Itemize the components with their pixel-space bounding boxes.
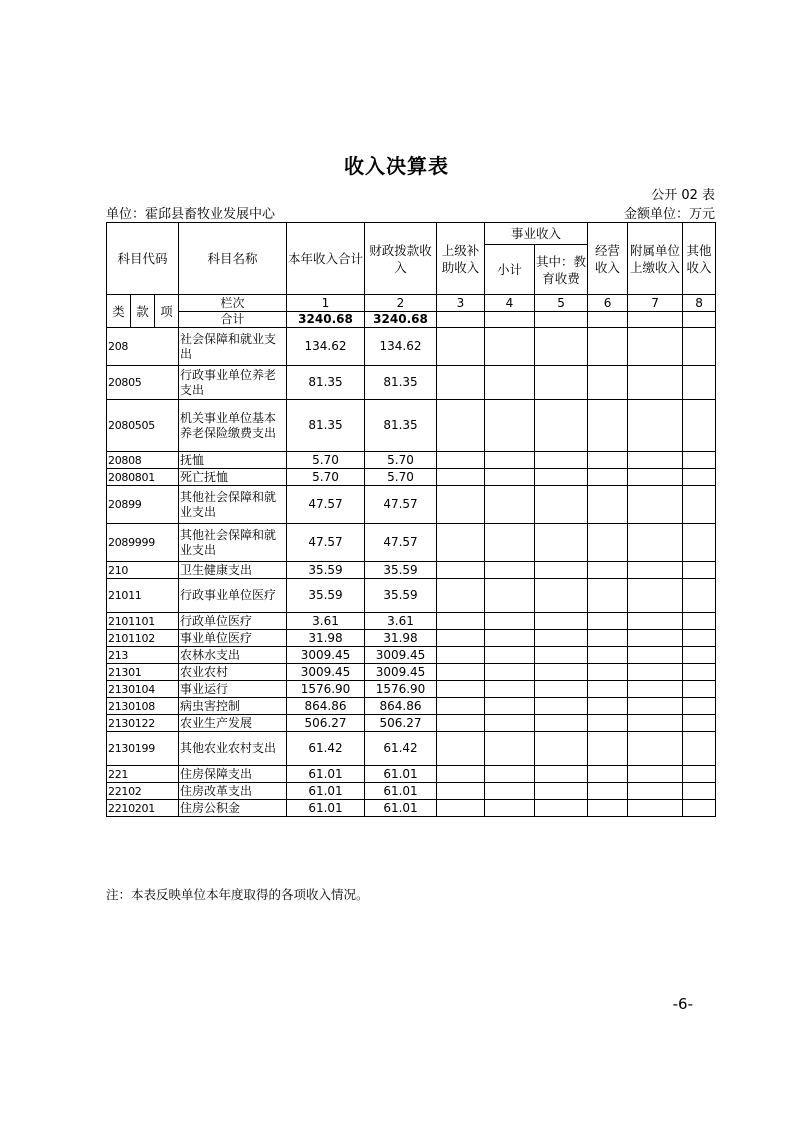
total-income-value: 61.01	[287, 783, 365, 800]
subject-name: 农业农村	[179, 664, 287, 681]
empty-cell	[485, 328, 535, 366]
total-amount: 3240.68	[287, 312, 365, 328]
header-upper-subsidy: 上级补助收入	[437, 223, 485, 295]
total-fiscal: 3240.68	[365, 312, 437, 328]
empty-cell	[535, 562, 588, 579]
table-row	[107, 647, 716, 664]
subject-code: 213	[107, 647, 179, 664]
table-row	[107, 579, 716, 613]
empty-cell	[683, 630, 716, 647]
subject-code: 208	[107, 328, 179, 366]
total-income-value: 31.98	[287, 630, 365, 647]
empty-cell	[628, 613, 683, 630]
empty-cell	[683, 562, 716, 579]
empty-cell	[683, 783, 716, 800]
empty-cell	[628, 469, 683, 486]
subject-code: 2130108	[107, 698, 179, 715]
empty-cell	[628, 630, 683, 647]
fiscal-allocation-value: 5.70	[365, 452, 437, 469]
empty-cell	[535, 715, 588, 732]
subject-code: 20899	[107, 486, 179, 524]
empty-cell	[535, 664, 588, 681]
empty-cell	[588, 579, 628, 613]
empty-cell	[535, 681, 588, 698]
empty-cell	[588, 562, 628, 579]
empty-cell	[437, 732, 485, 766]
col-num: 4	[485, 295, 535, 312]
total-income-value: 81.35	[287, 366, 365, 400]
empty-cell	[683, 664, 716, 681]
subject-name: 其他社会保障和就业支出	[179, 486, 287, 524]
empty-cell	[628, 664, 683, 681]
header-business-income: 事业收入	[485, 223, 588, 245]
empty-cell	[535, 800, 588, 817]
table-row	[107, 486, 716, 524]
empty-cell	[437, 400, 485, 452]
header-subject-name: 科目名称	[179, 223, 287, 295]
fiscal-allocation-value: 81.35	[365, 400, 437, 452]
empty-cell	[485, 783, 535, 800]
header-lei: 类	[107, 295, 131, 328]
page-number: -6-	[672, 995, 693, 1013]
col-num: 3	[437, 295, 485, 312]
subject-name: 住房保障支出	[179, 766, 287, 783]
empty-cell	[588, 664, 628, 681]
empty-cell	[485, 630, 535, 647]
empty-cell	[628, 766, 683, 783]
empty-cell	[437, 452, 485, 469]
empty-cell	[628, 486, 683, 524]
subject-code: 2210201	[107, 800, 179, 817]
total-label: 合计	[179, 312, 287, 328]
fiscal-allocation-value: 61.01	[365, 783, 437, 800]
fiscal-allocation-value: 3009.45	[365, 664, 437, 681]
fiscal-allocation-value: 61.42	[365, 732, 437, 766]
subject-name: 机关事业单位基本养老保险缴费支出	[179, 400, 287, 452]
table-body	[107, 328, 716, 817]
total-income-value: 61.01	[287, 766, 365, 783]
empty-cell	[437, 630, 485, 647]
empty-cell	[437, 469, 485, 486]
fiscal-allocation-value: 31.98	[365, 630, 437, 647]
col-num: 1	[287, 295, 365, 312]
header-column-no: 栏次	[179, 295, 287, 312]
total-income-value: 5.70	[287, 452, 365, 469]
empty-cell	[437, 715, 485, 732]
subject-code: 22102	[107, 783, 179, 800]
empty-cell	[437, 783, 485, 800]
subject-code: 210	[107, 562, 179, 579]
header-kuan: 款	[131, 295, 155, 328]
table-row	[107, 800, 716, 817]
subject-name: 行政事业单位医疗	[179, 579, 287, 613]
empty-cell	[683, 452, 716, 469]
table-row	[107, 613, 716, 630]
empty-cell	[683, 366, 716, 400]
total-income-value: 35.59	[287, 579, 365, 613]
empty-cell	[535, 766, 588, 783]
fiscal-allocation-value: 35.59	[365, 562, 437, 579]
table-row	[107, 328, 716, 366]
fiscal-allocation-value: 47.57	[365, 486, 437, 524]
subject-code: 2101102	[107, 630, 179, 647]
table-row	[107, 562, 716, 579]
empty-cell	[628, 783, 683, 800]
col-num: 8	[683, 295, 716, 312]
table-row	[107, 630, 716, 647]
empty-cell	[437, 328, 485, 366]
empty-cell	[628, 400, 683, 452]
table-row	[107, 469, 716, 486]
footnote: 注：本表反映单位本年度取得的各项收入情况。	[106, 887, 369, 902]
subject-name: 农林水支出	[179, 647, 287, 664]
empty-cell	[535, 400, 588, 452]
empty-cell	[485, 469, 535, 486]
empty-cell	[535, 613, 588, 630]
empty-cell	[628, 715, 683, 732]
total-income-value: 864.86	[287, 698, 365, 715]
header-affiliated-income: 附属单位上缴收入	[628, 223, 683, 295]
total-income-value: 61.01	[287, 800, 365, 817]
empty-cell	[628, 524, 683, 562]
empty-cell	[437, 524, 485, 562]
empty-cell	[485, 486, 535, 524]
total-income-value: 134.62	[287, 328, 365, 366]
empty-cell	[683, 698, 716, 715]
unit-label: 单位：霍邱县畜牧业发展中心	[106, 207, 276, 222]
empty-cell	[485, 715, 535, 732]
empty-cell	[588, 613, 628, 630]
subject-name: 行政单位医疗	[179, 613, 287, 630]
total-income-value: 3.61	[287, 613, 365, 630]
fiscal-allocation-value: 61.01	[365, 800, 437, 817]
empty-cell	[628, 328, 683, 366]
empty-cell	[485, 400, 535, 452]
table-row	[107, 452, 716, 469]
empty-cell	[485, 524, 535, 562]
fiscal-allocation-value: 35.59	[365, 579, 437, 613]
table-row	[107, 698, 716, 715]
empty-cell	[628, 452, 683, 469]
empty-cell	[535, 524, 588, 562]
header-other-income: 其他收入	[683, 223, 716, 295]
table-row	[107, 715, 716, 732]
empty-cell	[535, 783, 588, 800]
empty-cell	[437, 766, 485, 783]
total-income-value: 61.42	[287, 732, 365, 766]
total-income-value: 47.57	[287, 486, 365, 524]
money-unit-label: 金额单位：万元	[623, 207, 715, 222]
empty-cell	[588, 630, 628, 647]
subject-name: 其他农业农村支出	[179, 732, 287, 766]
col-num: 6	[588, 295, 628, 312]
page-title: 收入决算表	[344, 154, 449, 178]
subject-code: 2130199	[107, 732, 179, 766]
subject-code: 20808	[107, 452, 179, 469]
empty-cell	[437, 562, 485, 579]
empty-cell	[535, 366, 588, 400]
fiscal-allocation-value: 134.62	[365, 328, 437, 366]
subject-name: 卫生健康支出	[179, 562, 287, 579]
empty-cell	[485, 681, 535, 698]
empty-cell	[683, 800, 716, 817]
empty-cell	[683, 400, 716, 452]
header-subject-code: 科目代码	[107, 223, 179, 295]
fiscal-allocation-value: 1576.90	[365, 681, 437, 698]
empty-cell	[683, 328, 716, 366]
table-row	[107, 783, 716, 800]
subject-code: 2089999	[107, 524, 179, 562]
empty-cell	[535, 732, 588, 766]
subject-name: 行政事业单位养老支出	[179, 366, 287, 400]
empty-cell	[437, 664, 485, 681]
empty-cell	[535, 328, 588, 366]
table-row	[107, 732, 716, 766]
total-income-value: 5.70	[287, 469, 365, 486]
empty-cell	[683, 647, 716, 664]
col-num: 7	[628, 295, 683, 312]
empty-cell	[437, 681, 485, 698]
empty-cell	[485, 452, 535, 469]
subject-name: 病虫害控制	[179, 698, 287, 715]
empty-cell	[683, 681, 716, 698]
fiscal-allocation-value: 3.61	[365, 613, 437, 630]
header-edu-fee: 其中：教育收费	[535, 245, 588, 295]
fiscal-allocation-value: 506.27	[365, 715, 437, 732]
empty-cell	[683, 766, 716, 783]
empty-cell	[485, 698, 535, 715]
empty-cell	[588, 800, 628, 817]
total-income-value: 1576.90	[287, 681, 365, 698]
subject-name: 农业生产发展	[179, 715, 287, 732]
subject-name: 抚恤	[179, 452, 287, 469]
empty-cell	[485, 664, 535, 681]
subject-code: 2080505	[107, 400, 179, 452]
empty-cell	[683, 579, 716, 613]
empty-cell	[437, 579, 485, 613]
total-income-value: 506.27	[287, 715, 365, 732]
empty-cell	[588, 715, 628, 732]
col-num: 2	[365, 295, 437, 312]
fiscal-allocation-value: 47.57	[365, 524, 437, 562]
empty-cell	[683, 469, 716, 486]
empty-cell	[683, 732, 716, 766]
empty-cell	[588, 783, 628, 800]
empty-cell	[683, 613, 716, 630]
fiscal-allocation-value: 61.01	[365, 766, 437, 783]
empty-cell	[535, 647, 588, 664]
subject-code: 2130122	[107, 715, 179, 732]
subject-code: 21301	[107, 664, 179, 681]
empty-cell	[485, 613, 535, 630]
empty-cell	[485, 562, 535, 579]
empty-cell	[437, 698, 485, 715]
empty-cell	[535, 469, 588, 486]
total-income-value: 35.59	[287, 562, 365, 579]
fiscal-allocation-value: 864.86	[365, 698, 437, 715]
empty-cell	[588, 328, 628, 366]
fiscal-allocation-value: 5.70	[365, 469, 437, 486]
empty-cell	[535, 452, 588, 469]
subject-code: 20805	[107, 366, 179, 400]
empty-cell	[437, 800, 485, 817]
empty-cell	[588, 452, 628, 469]
subject-name: 死亡抚恤	[179, 469, 287, 486]
total-income-value: 3009.45	[287, 647, 365, 664]
total-income-value: 81.35	[287, 400, 365, 452]
empty-cell	[588, 366, 628, 400]
header-fiscal-allocation: 财政拨款收入	[365, 223, 437, 295]
total-income-value: 47.57	[287, 524, 365, 562]
header-operating-income: 经营收入	[588, 223, 628, 295]
empty-cell	[485, 579, 535, 613]
table-row	[107, 664, 716, 681]
empty-cell	[588, 732, 628, 766]
fiscal-allocation-value: 81.35	[365, 366, 437, 400]
header-xiang: 项	[155, 295, 179, 328]
subject-code: 2101101	[107, 613, 179, 630]
empty-cell	[485, 800, 535, 817]
empty-cell	[437, 613, 485, 630]
empty-cell	[485, 732, 535, 766]
empty-cell	[535, 486, 588, 524]
empty-cell	[535, 630, 588, 647]
table-row	[107, 400, 716, 452]
empty-cell	[588, 486, 628, 524]
empty-cell	[588, 698, 628, 715]
total-income-value: 3009.45	[287, 664, 365, 681]
empty-cell	[485, 766, 535, 783]
subject-code: 21011	[107, 579, 179, 613]
empty-cell	[535, 698, 588, 715]
empty-cell	[437, 366, 485, 400]
empty-cell	[628, 698, 683, 715]
subject-code: 2080801	[107, 469, 179, 486]
subject-name: 社会保障和就业支出	[179, 328, 287, 366]
subject-code: 221	[107, 766, 179, 783]
header-total-income: 本年收入合计	[287, 223, 365, 295]
empty-cell	[628, 647, 683, 664]
subject-name: 住房改革支出	[179, 783, 287, 800]
col-num: 5	[535, 295, 588, 312]
table-row	[107, 366, 716, 400]
empty-cell	[588, 647, 628, 664]
empty-cell	[588, 469, 628, 486]
empty-cell	[628, 366, 683, 400]
subject-name: 住房公积金	[179, 800, 287, 817]
empty-cell	[628, 732, 683, 766]
empty-cell	[683, 715, 716, 732]
empty-cell	[588, 766, 628, 783]
table-row	[107, 766, 716, 783]
fiscal-allocation-value: 3009.45	[365, 647, 437, 664]
empty-cell	[485, 647, 535, 664]
empty-cell	[683, 486, 716, 524]
empty-cell	[485, 366, 535, 400]
empty-cell	[437, 647, 485, 664]
empty-cell	[628, 562, 683, 579]
empty-cell	[588, 524, 628, 562]
header-subtotal: 小计	[485, 245, 535, 295]
empty-cell	[628, 681, 683, 698]
subject-name: 事业单位医疗	[179, 630, 287, 647]
empty-cell	[628, 579, 683, 613]
empty-cell	[588, 681, 628, 698]
form-number: 公开 02 表	[651, 188, 715, 203]
subject-name: 其他社会保障和就业支出	[179, 524, 287, 562]
income-table	[106, 222, 716, 817]
empty-cell	[535, 579, 588, 613]
subject-name: 事业运行	[179, 681, 287, 698]
table-row	[107, 681, 716, 698]
empty-cell	[437, 486, 485, 524]
empty-cell	[683, 524, 716, 562]
empty-cell	[628, 800, 683, 817]
table-row	[107, 524, 716, 562]
empty-cell	[588, 400, 628, 452]
subject-code: 2130104	[107, 681, 179, 698]
